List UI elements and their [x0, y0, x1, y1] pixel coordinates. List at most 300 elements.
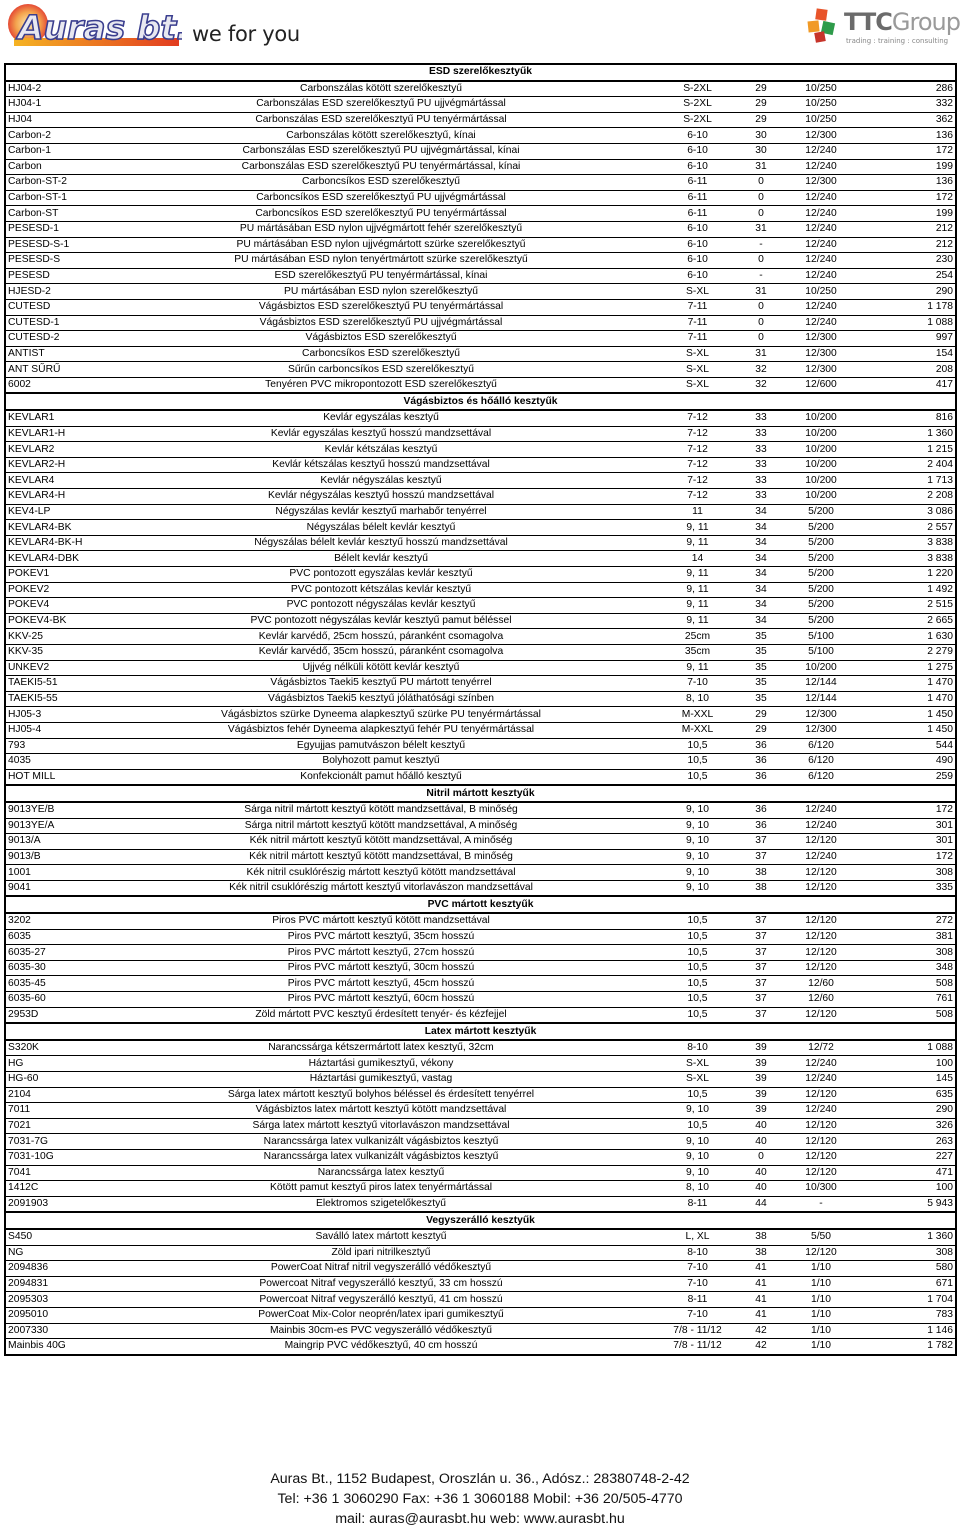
packaging: 12/300 — [786, 362, 856, 378]
packaging: 5/200 — [786, 613, 856, 629]
table-row — [5, 754, 956, 770]
product-code: UNKEV2 — [5, 660, 103, 676]
category-number: 39 — [736, 1103, 786, 1119]
product-code: S320K — [5, 1040, 103, 1056]
packaging: 5/100 — [786, 629, 856, 645]
category-number: 31 — [736, 159, 786, 175]
product-code: KEVLAR2 — [5, 442, 103, 458]
table-row — [5, 567, 956, 583]
unit-price: 1 492 — [856, 582, 956, 598]
size-range: 7-12 — [659, 473, 736, 489]
packaging: 5/200 — [786, 504, 856, 520]
category-number: 0 — [736, 206, 786, 222]
size-range: 10,5 — [659, 992, 736, 1008]
table-row — [5, 660, 956, 676]
category-number: 38 — [736, 1229, 786, 1245]
size-range: 10,5 — [659, 1007, 736, 1023]
size-range: 8-10 — [659, 1245, 736, 1261]
unit-price: 332 — [856, 97, 956, 113]
product-description: Vágásbiztos latex mártott kesztyű kötött mandzsettával — [103, 1103, 659, 1119]
category-number: 30 — [736, 143, 786, 159]
size-range: S-XL — [659, 362, 736, 378]
size-range: 6-10 — [659, 128, 736, 144]
packaging: 5/200 — [786, 582, 856, 598]
table-row — [5, 81, 956, 97]
product-description: Carboncsíkos ESD szerelőkesztyű PU tenyérmártással — [103, 206, 659, 222]
product-description: Sárga latex mártott kesztyű vitorlavászon mandzsettával — [103, 1118, 659, 1134]
category-number: 37 — [736, 976, 786, 992]
category-number: 41 — [736, 1292, 786, 1308]
size-range: 10,5 — [659, 976, 736, 992]
category-number: 40 — [736, 1181, 786, 1197]
table-row — [5, 1087, 956, 1103]
product-description: Kék nitril csuklórészig mártott kesztyű kötött mandzsettával — [103, 865, 659, 881]
product-code: PESESD-S — [5, 253, 103, 269]
size-range: 9, 10 — [659, 802, 736, 818]
unit-price: 172 — [856, 802, 956, 818]
unit-price: 783 — [856, 1307, 956, 1323]
table-row — [5, 644, 956, 660]
unit-price: 417 — [856, 377, 956, 393]
size-range: 9, 11 — [659, 520, 736, 536]
size-range: 6-10 — [659, 143, 736, 159]
category-number: 37 — [736, 929, 786, 945]
packaging: 10/200 — [786, 473, 856, 489]
product-code: 9041 — [5, 880, 103, 896]
product-description: Sárga latex mártott kesztyű bolyhos béléssel és érdesített tenyérrel — [103, 1087, 659, 1103]
size-range: 10,5 — [659, 960, 736, 976]
packaging: 12/120 — [786, 1134, 856, 1150]
unit-price: 2 515 — [856, 598, 956, 614]
table-row — [5, 426, 956, 442]
product-code: HOT MILL — [5, 769, 103, 785]
unit-price: 1 088 — [856, 1040, 956, 1056]
product-description: Mainbis 30cm-es PVC vegyszerálló védőkesztyű — [103, 1323, 659, 1339]
product-code: TAEKI5-51 — [5, 676, 103, 692]
size-range: L, XL — [659, 1229, 736, 1245]
unit-price: 3 838 — [856, 535, 956, 551]
packaging: 5/50 — [786, 1229, 856, 1245]
packaging: 12/240 — [786, 143, 856, 159]
table-row — [5, 629, 956, 645]
product-description: Ujjvég nélküli kötött kevlár kesztyű — [103, 660, 659, 676]
product-code: Carbon-2 — [5, 128, 103, 144]
table-row — [5, 190, 956, 206]
product-code: Carbon-1 — [5, 143, 103, 159]
product-description: Kevlár kétszálas kesztyű — [103, 442, 659, 458]
product-description: Kevlár egyszálas kesztyű — [103, 410, 659, 426]
packaging: 12/240 — [786, 221, 856, 237]
table-row — [5, 582, 956, 598]
size-range: S-2XL — [659, 97, 736, 113]
size-range: 10,5 — [659, 769, 736, 785]
unit-price: 100 — [856, 1181, 956, 1197]
category-number: 41 — [736, 1276, 786, 1292]
category-number: 31 — [736, 284, 786, 300]
product-description: Kék nitril mártott kesztyű kötött mandzsettával, A minőség — [103, 834, 659, 850]
product-code: KEVLAR4-BK — [5, 520, 103, 536]
product-description: Carboncsíkos ESD szerelőkesztyű — [103, 346, 659, 362]
section-header — [5, 785, 956, 802]
category-number: 35 — [736, 629, 786, 645]
product-description: Carboncsíkos ESD szerelőkesztyű — [103, 175, 659, 191]
table-row — [5, 331, 956, 347]
product-description: Sárga nitril mártott kesztyű kötött mandzsettával, B minőség — [103, 802, 659, 818]
size-range: S-2XL — [659, 81, 736, 97]
packaging: 5/200 — [786, 551, 856, 567]
packaging: 12/240 — [786, 237, 856, 253]
product-code: 1412C — [5, 1181, 103, 1197]
category-number: 34 — [736, 613, 786, 629]
unit-price: 580 — [856, 1261, 956, 1277]
table-row — [5, 175, 956, 191]
unit-price: 335 — [856, 880, 956, 896]
section-header — [5, 64, 956, 81]
category-number: 33 — [736, 489, 786, 505]
table-row — [5, 676, 956, 692]
size-range: 9, 10 — [659, 1134, 736, 1150]
product-code: Carbon-ST — [5, 206, 103, 222]
product-description: Bolyhozott pamut kesztyű — [103, 754, 659, 770]
category-number: 39 — [736, 1087, 786, 1103]
unit-price: 997 — [856, 331, 956, 347]
unit-price: 172 — [856, 849, 956, 865]
size-range: 7-12 — [659, 489, 736, 505]
packaging: 12/120 — [786, 913, 856, 929]
category-number: 37 — [736, 960, 786, 976]
table-row — [5, 442, 956, 458]
product-description: Kevlár karvédő, 25cm hosszú, páranként csomagolva — [103, 629, 659, 645]
size-range: 10,5 — [659, 945, 736, 961]
product-description: Piros PVC mártott kesztyű, 45cm hosszú — [103, 976, 659, 992]
category-number: 34 — [736, 567, 786, 583]
category-number: 36 — [736, 818, 786, 834]
table-row — [5, 992, 956, 1008]
product-description: Zöld mártott PVC kesztyű érdesített tenyér- és kézfejjel — [103, 1007, 659, 1023]
packaging: 12/300 — [786, 175, 856, 191]
product-description: PowerCoat Nitraf nitril vegyszerálló védőkesztyű — [103, 1261, 659, 1277]
unit-price: 381 — [856, 929, 956, 945]
product-description: Háztartási gumikesztyű, vékony — [103, 1056, 659, 1072]
unit-price: 230 — [856, 253, 956, 269]
unit-price: 290 — [856, 1103, 956, 1119]
product-description: Vágásbiztos ESD szerelőkesztyű PU tenyérmártással — [103, 299, 659, 315]
table-row — [5, 1056, 956, 1072]
size-range: 9, 11 — [659, 535, 736, 551]
unit-price: 1 713 — [856, 473, 956, 489]
packaging: 1/10 — [786, 1307, 856, 1323]
table-row — [5, 128, 956, 144]
product-description: Bélelt kevlár kesztyű — [103, 551, 659, 567]
packaging: 12/60 — [786, 992, 856, 1008]
unit-price: 1 220 — [856, 567, 956, 583]
page-header — [0, 0, 960, 58]
packaging: 10/250 — [786, 112, 856, 128]
product-code: 793 — [5, 738, 103, 754]
packaging: 1/10 — [786, 1323, 856, 1339]
table-row — [5, 1292, 956, 1308]
category-number: 35 — [736, 660, 786, 676]
table-row — [5, 802, 956, 818]
product-description: Maingrip PVC védőkesztyű, 40 cm hosszú — [103, 1339, 659, 1355]
size-range: 10,5 — [659, 913, 736, 929]
table-row — [5, 691, 956, 707]
size-range: S-2XL — [659, 112, 736, 128]
table-row — [5, 1229, 956, 1245]
size-range: 6-10 — [659, 237, 736, 253]
unit-price: 362 — [856, 112, 956, 128]
product-code: ANT SŰRŰ — [5, 362, 103, 378]
unit-price: 1 704 — [856, 1292, 956, 1308]
table-row — [5, 1323, 956, 1339]
product-code: 2095303 — [5, 1292, 103, 1308]
packaging: 10/200 — [786, 426, 856, 442]
product-code: CUTESD — [5, 299, 103, 315]
table-row — [5, 457, 956, 473]
table-row — [5, 960, 956, 976]
packaging: 12/120 — [786, 1149, 856, 1165]
size-range: 6-10 — [659, 253, 736, 269]
section-title: Nitril mártott kesztyűk — [5, 785, 956, 802]
table-row — [5, 377, 956, 393]
category-number: 40 — [736, 1118, 786, 1134]
size-range: 10,5 — [659, 929, 736, 945]
unit-price: 2 557 — [856, 520, 956, 536]
product-description: Elektromos szigetelőkesztyű — [103, 1196, 659, 1212]
unit-price: 1 360 — [856, 1229, 956, 1245]
packaging: 12/240 — [786, 818, 856, 834]
category-number: 44 — [736, 1196, 786, 1212]
category-number: 29 — [736, 97, 786, 113]
product-code: CUTESD-2 — [5, 331, 103, 347]
packaging: 12/240 — [786, 159, 856, 175]
product-description: Négyszálas bélelt kevlár kesztyű — [103, 520, 659, 536]
table-row — [5, 976, 956, 992]
category-number: 39 — [736, 1056, 786, 1072]
packaging: 6/120 — [786, 754, 856, 770]
packaging: 12/72 — [786, 1040, 856, 1056]
unit-price: 286 — [856, 81, 956, 97]
section-title: Vegyszerálló kesztyűk — [5, 1212, 956, 1229]
packaging: 12/144 — [786, 691, 856, 707]
table-row — [5, 722, 956, 738]
unit-price: 308 — [856, 945, 956, 961]
size-range: M-XXL — [659, 707, 736, 723]
size-range: 9, 10 — [659, 1103, 736, 1119]
unit-price: 136 — [856, 128, 956, 144]
unit-price: 671 — [856, 1276, 956, 1292]
size-range: 9, 10 — [659, 1165, 736, 1181]
size-range: S-XL — [659, 377, 736, 393]
unit-price: 172 — [856, 143, 956, 159]
packaging: 12/240 — [786, 253, 856, 269]
product-description: Vágásbiztos ESD szerelőkesztyű PU ujjvégmártással — [103, 315, 659, 331]
size-range: 9, 10 — [659, 865, 736, 881]
product-description: Powercoat Nitraf vegyszerálló kesztyű, 33 cm hosszú — [103, 1276, 659, 1292]
product-code: 2095010 — [5, 1307, 103, 1323]
size-range: 35cm — [659, 644, 736, 660]
auras-logo — [4, 2, 182, 52]
product-code: HG — [5, 1056, 103, 1072]
product-description: Narancssárga latex vulkanizált vágásbiztos kesztyű — [103, 1149, 659, 1165]
table-row — [5, 834, 956, 850]
product-code: 6002 — [5, 377, 103, 393]
category-number: 37 — [736, 945, 786, 961]
category-number: 0 — [736, 299, 786, 315]
packaging: 12/240 — [786, 1103, 856, 1119]
category-number: 37 — [736, 834, 786, 850]
product-code: 2007330 — [5, 1323, 103, 1339]
packaging: 10/250 — [786, 284, 856, 300]
packaging: 12/300 — [786, 128, 856, 144]
product-description: Vágásbiztos Taeki5 kesztyű jóláthatósági színben — [103, 691, 659, 707]
unit-price: 2 665 — [856, 613, 956, 629]
category-number: 39 — [736, 1072, 786, 1088]
product-code: 1001 — [5, 865, 103, 881]
product-description: Zöld ipari nitrilkesztyű — [103, 1245, 659, 1261]
size-range: 7-12 — [659, 410, 736, 426]
category-number: 40 — [736, 1134, 786, 1150]
product-description: PowerCoat Mix-Color neoprén/latex ipari gumikesztyű — [103, 1307, 659, 1323]
packaging: 5/200 — [786, 535, 856, 551]
size-range: 9, 11 — [659, 598, 736, 614]
price-table-body — [5, 64, 956, 1355]
packaging: 12/120 — [786, 1165, 856, 1181]
unit-price: 508 — [856, 1007, 956, 1023]
packaging: 10/200 — [786, 410, 856, 426]
packaging: 12/120 — [786, 1087, 856, 1103]
category-number: 0 — [736, 331, 786, 347]
product-description: Kevlár kétszálas kesztyű hosszú mandzsettával — [103, 457, 659, 473]
product-description: Kék nitril mártott kesztyű kötött mandzsettával, B minőség — [103, 849, 659, 865]
product-code: 2094831 — [5, 1276, 103, 1292]
product-description: Kevlár karvédő, 35cm hosszú, páranként csomagolva — [103, 644, 659, 660]
section-header — [5, 393, 956, 410]
category-number: 36 — [736, 769, 786, 785]
footer-phone: Tel: +36 1 3060290 Fax: +36 1 3060188 Mobil: +36 20/505-4770 — [277, 1491, 683, 1507]
packaging: 5/200 — [786, 567, 856, 583]
product-description: PVC pontozott kétszálas kevlár kesztyű — [103, 582, 659, 598]
size-range: 6-11 — [659, 175, 736, 191]
packaging: 12/120 — [786, 929, 856, 945]
category-number: 30 — [736, 128, 786, 144]
product-code: 7011 — [5, 1103, 103, 1119]
category-number: 37 — [736, 992, 786, 1008]
product-description: Carbonszálas kötött szerelőkesztyű, kínai — [103, 128, 659, 144]
packaging: 12/240 — [786, 206, 856, 222]
product-code: POKEV4 — [5, 598, 103, 614]
unit-price: 1 215 — [856, 442, 956, 458]
size-range: 7-11 — [659, 299, 736, 315]
size-range: 8, 10 — [659, 1181, 736, 1197]
product-code: KKV-35 — [5, 644, 103, 660]
packaging: 1/10 — [786, 1292, 856, 1308]
product-code: PESESD-1 — [5, 221, 103, 237]
size-range: S-XL — [659, 1072, 736, 1088]
product-description: Carbonszálas ESD szerelőkesztyű PU ujjvégmártással — [103, 97, 659, 113]
product-code: NG — [5, 1245, 103, 1261]
table-row — [5, 1103, 956, 1119]
packaging: 1/10 — [786, 1261, 856, 1277]
unit-price: 263 — [856, 1134, 956, 1150]
size-range: 7-11 — [659, 315, 736, 331]
category-number: 32 — [736, 377, 786, 393]
table-row — [5, 284, 956, 300]
packaging: 12/240 — [786, 1072, 856, 1088]
size-range: 9, 10 — [659, 834, 736, 850]
category-number: 37 — [736, 1007, 786, 1023]
section-header — [5, 896, 956, 913]
category-number: 41 — [736, 1307, 786, 1323]
category-number: 32 — [736, 362, 786, 378]
packaging: 10/200 — [786, 457, 856, 473]
table-row — [5, 1261, 956, 1277]
unit-price: 326 — [856, 1118, 956, 1134]
packaging: 12/120 — [786, 1245, 856, 1261]
packaging: 12/60 — [786, 976, 856, 992]
table-row — [5, 410, 956, 426]
size-range: 9, 11 — [659, 613, 736, 629]
table-row — [5, 1072, 956, 1088]
product-description: Háztartási gumikesztyű, vastag — [103, 1072, 659, 1088]
packaging: 12/120 — [786, 1118, 856, 1134]
size-range: S-XL — [659, 284, 736, 300]
category-number: 34 — [736, 551, 786, 567]
section-title: Latex mártott kesztyűk — [5, 1023, 956, 1040]
unit-price: 3 838 — [856, 551, 956, 567]
product-description: Carbonszálas ESD szerelőkesztyű PU tenyérmártással — [103, 112, 659, 128]
product-description: Piros PVC mártott kesztyű, 30cm hosszú — [103, 960, 659, 976]
size-range: 25cm — [659, 629, 736, 645]
table-row — [5, 913, 956, 929]
table-row — [5, 253, 956, 269]
table-row — [5, 1339, 956, 1355]
table-row — [5, 362, 956, 378]
category-number: 37 — [736, 849, 786, 865]
product-description: Saválló latex mártott kesztyű — [103, 1229, 659, 1245]
table-row — [5, 237, 956, 253]
size-range: 9, 10 — [659, 818, 736, 834]
size-range: 14 — [659, 551, 736, 567]
unit-price: 199 — [856, 159, 956, 175]
size-range: S-XL — [659, 1056, 736, 1072]
size-range: S-XL — [659, 346, 736, 362]
packaging: 12/240 — [786, 190, 856, 206]
product-description: Sárga nitril mártott kesztyű kötött mandzsettával, A minőség — [103, 818, 659, 834]
product-description: Carboncsíkos ESD szerelőkesztyű PU ujjvégmártással — [103, 190, 659, 206]
size-range: 8-11 — [659, 1196, 736, 1212]
product-description: PVC pontozott négyszálas kevlár kesztyű — [103, 598, 659, 614]
category-number: 0 — [736, 315, 786, 331]
product-code: 9013YE/A — [5, 818, 103, 834]
ttc-wordmark: TTCGroup — [844, 8, 960, 36]
product-code: HJESD-2 — [5, 284, 103, 300]
product-description: Narancssárga latex vulkanizált vágásbiztos kesztyű — [103, 1134, 659, 1150]
product-code: 7041 — [5, 1165, 103, 1181]
product-code: KKV-25 — [5, 629, 103, 645]
table-row — [5, 473, 956, 489]
table-row — [5, 945, 956, 961]
ttc-group-logo — [806, 6, 960, 48]
product-code: 9013/B — [5, 849, 103, 865]
product-description: Sűrűn carboncsíkos ESD szerelőkesztyű — [103, 362, 659, 378]
table-row — [5, 1007, 956, 1023]
product-code: Carbon-ST-1 — [5, 190, 103, 206]
category-number: - — [736, 237, 786, 253]
product-code: 2953D — [5, 1007, 103, 1023]
product-description: Tenyéren PVC mikropontozott ESD szerelőkesztyű — [103, 377, 659, 393]
product-description: Piros PVC mártott kesztyű, 35cm hosszú — [103, 929, 659, 945]
